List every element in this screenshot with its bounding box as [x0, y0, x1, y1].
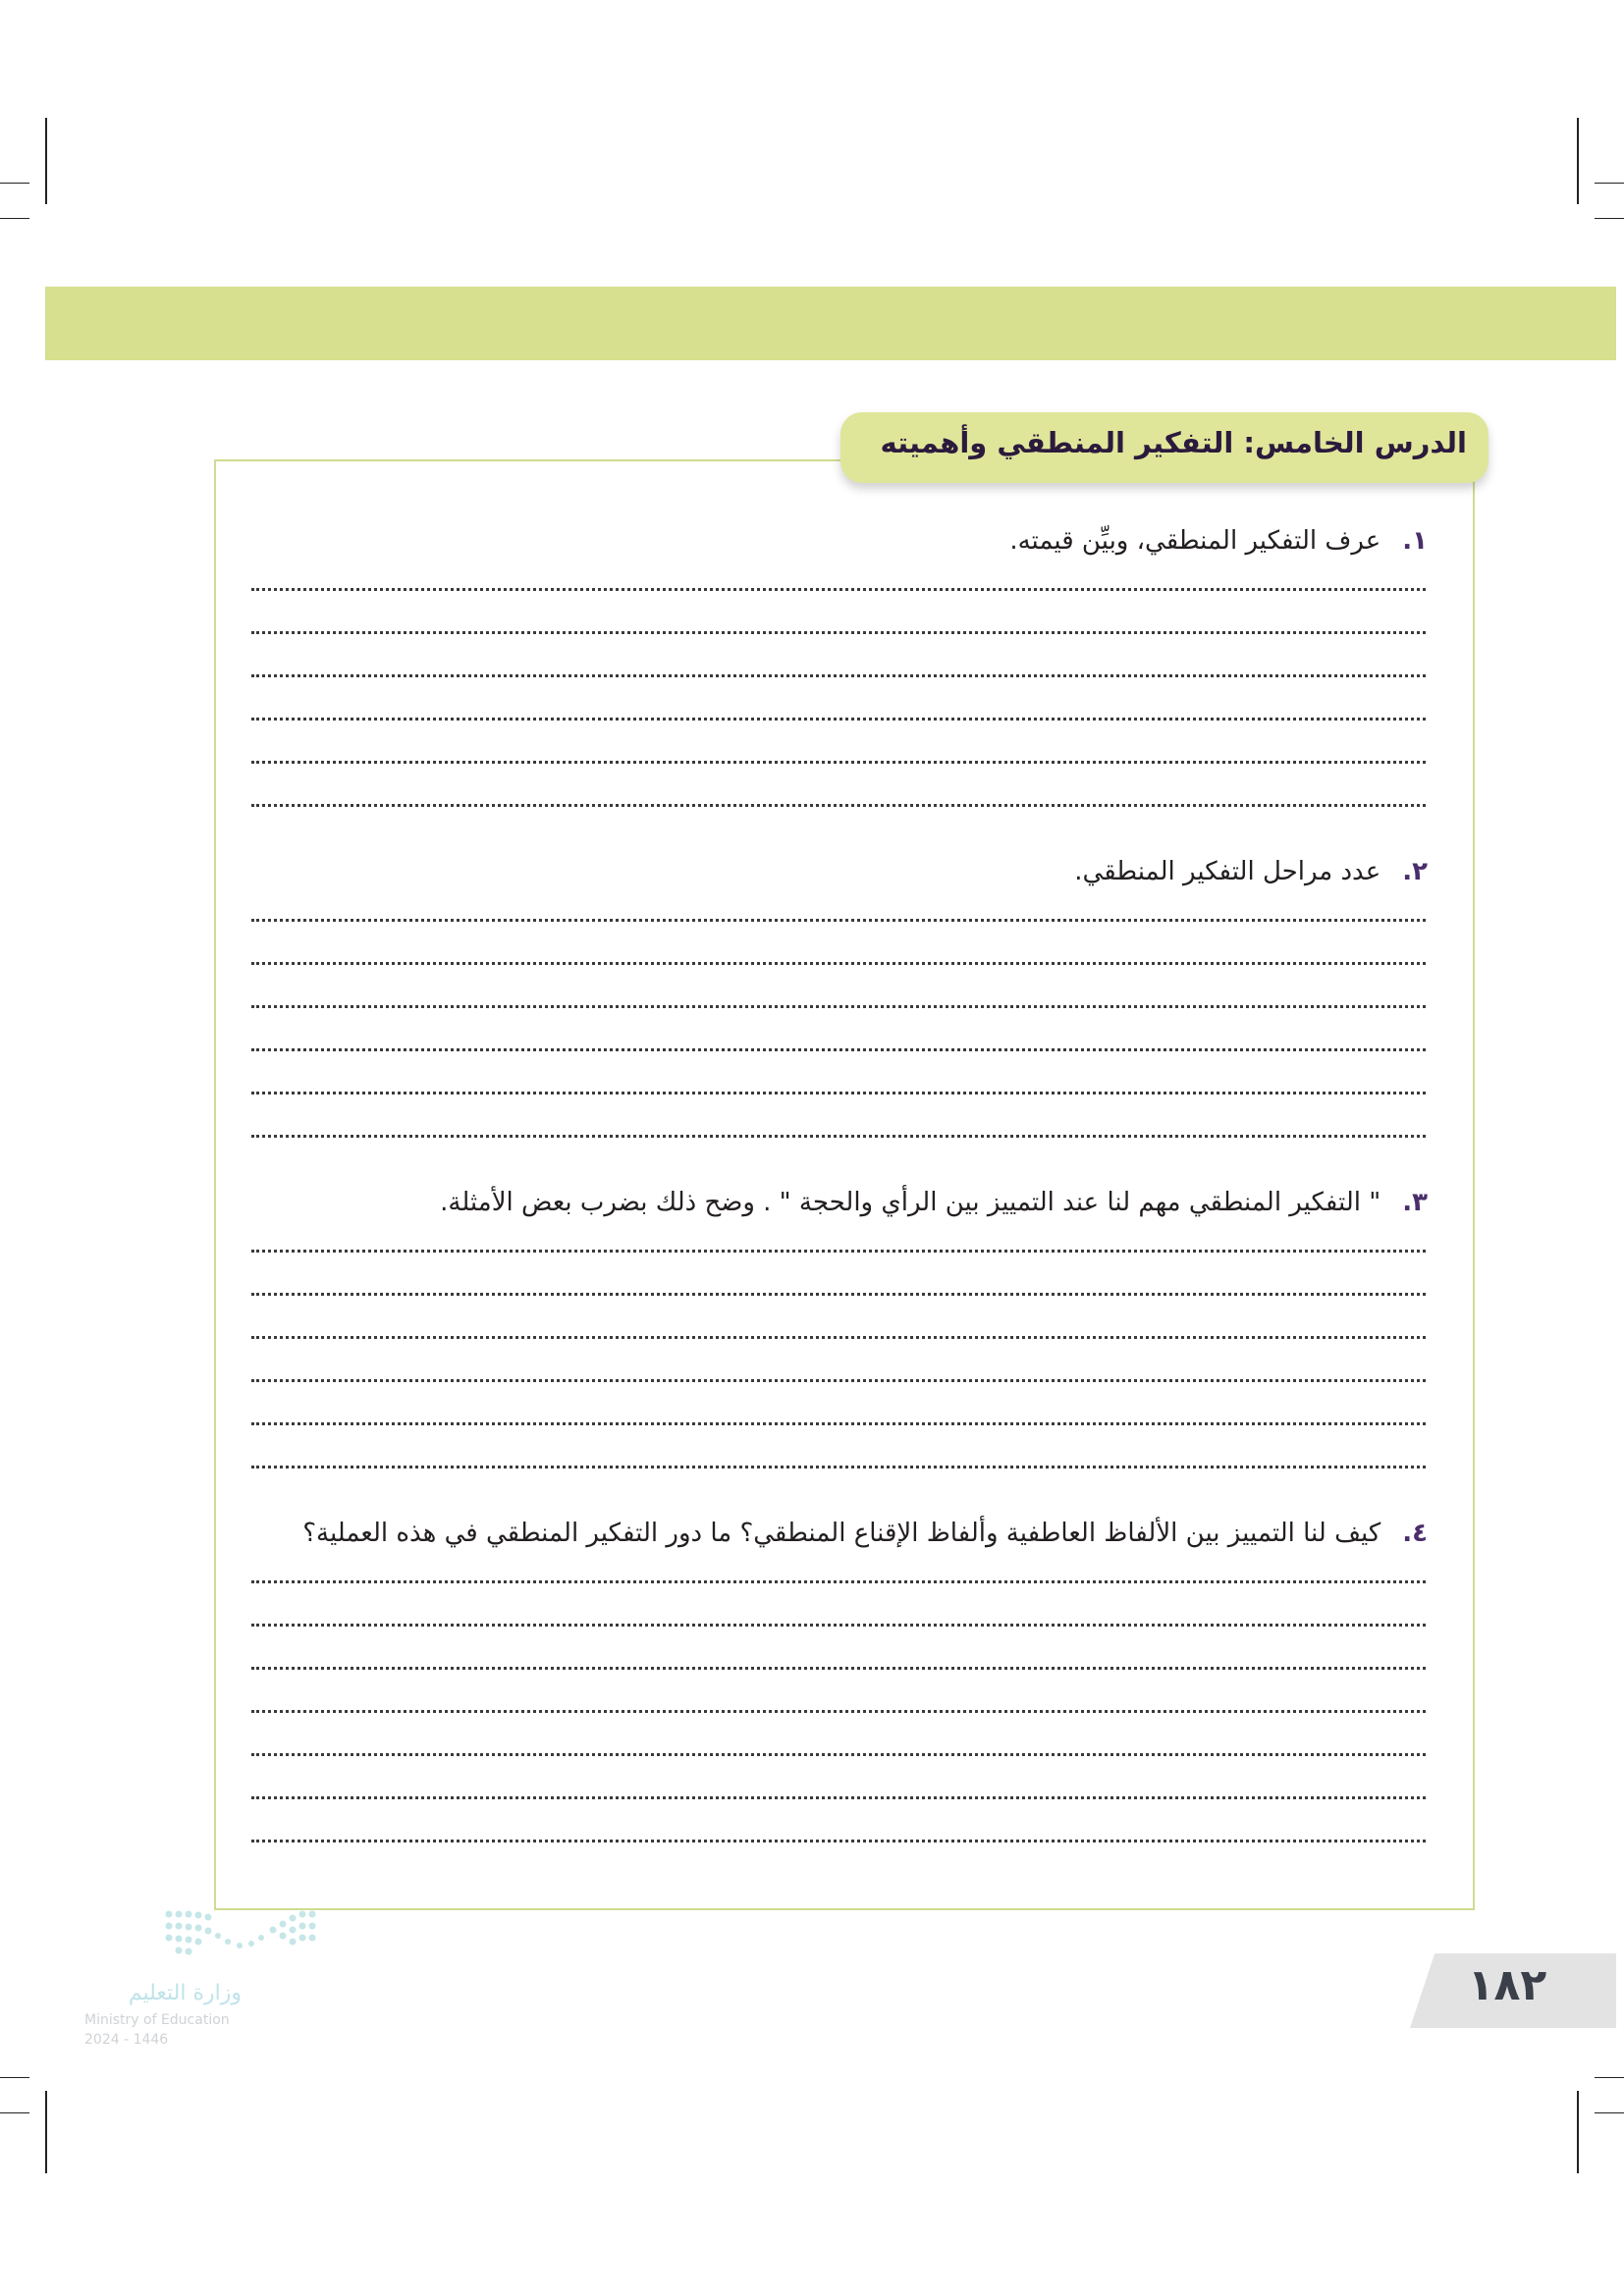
answer-line[interactable]	[251, 804, 1426, 807]
question-text: كيف لنا التمييز بين الألفاظ العاطفية وألفاظ الإقناع المنطقي؟ ما دور التفكير المنطقي في هذه العملية؟	[302, 1519, 1381, 1548]
answer-line[interactable]	[251, 1624, 1426, 1627]
answer-line[interactable]	[251, 1293, 1426, 1296]
logo-dots-icon	[82, 1906, 338, 1975]
answer-line[interactable]	[251, 718, 1426, 721]
crop-mark	[0, 2077, 29, 2078]
question-3	[440, 1188, 1428, 1217]
crop-mark	[1595, 183, 1624, 184]
question-1	[1009, 526, 1428, 556]
question-number: ٤.	[1402, 1519, 1428, 1548]
answer-line[interactable]	[251, 1796, 1426, 1799]
crop-mark	[1595, 2077, 1624, 2078]
answer-line[interactable]	[251, 1580, 1426, 1583]
question-text: " التفكير المنطقي مهم لنا عند التمييز بين الرأي والحجة " . وضح ذلك بضرب بعض الأمثلة.	[440, 1188, 1381, 1217]
answer-line[interactable]	[251, 588, 1426, 591]
answer-line[interactable]	[251, 919, 1426, 922]
answer-line[interactable]	[251, 631, 1426, 634]
crop-mark	[0, 183, 29, 184]
answer-line[interactable]	[251, 1466, 1426, 1468]
lesson-title-tab	[840, 412, 1489, 483]
answer-line[interactable]	[251, 1092, 1426, 1095]
answer-line[interactable]	[251, 674, 1426, 677]
question-text: عدد مراحل التفكير المنطقي.	[1074, 857, 1381, 886]
answer-line[interactable]	[251, 1753, 1426, 1756]
crop-mark	[45, 2091, 47, 2173]
crop-mark	[0, 2112, 29, 2113]
answer-line[interactable]	[251, 1048, 1426, 1051]
logo-english-text: Ministry of Education	[84, 2012, 230, 2028]
header-band	[45, 287, 1616, 360]
answer-line[interactable]	[251, 1840, 1426, 1842]
answer-line[interactable]	[251, 1710, 1426, 1713]
question-number: ٢.	[1402, 857, 1428, 886]
answer-line[interactable]	[251, 761, 1426, 764]
answer-line[interactable]	[251, 1422, 1426, 1425]
answer-line[interactable]	[251, 1667, 1426, 1670]
crop-mark	[45, 118, 47, 204]
answer-line[interactable]	[251, 1379, 1426, 1382]
question-text: عرف التفكير المنطقي، وبيِّن قيمته.	[1009, 526, 1381, 556]
crop-mark	[1595, 2112, 1624, 2113]
question-2	[1074, 857, 1428, 886]
answer-line[interactable]	[251, 1250, 1426, 1253]
lesson-title: الدرس الخامس: التفكير المنطقي وأهميته	[880, 426, 1467, 459]
crop-mark	[0, 218, 29, 219]
page-number: ١٨٢	[1467, 1960, 1547, 2010]
question-4	[302, 1519, 1428, 1548]
answer-line[interactable]	[251, 1135, 1426, 1138]
question-number: ١.	[1402, 526, 1428, 556]
logo-year-text: 2024 - 1446	[84, 2032, 169, 2048]
answer-line[interactable]	[251, 1336, 1426, 1339]
answer-line[interactable]	[251, 1005, 1426, 1008]
ministry-logo	[82, 1906, 338, 2063]
answer-line[interactable]	[251, 962, 1426, 965]
crop-mark	[1595, 218, 1624, 219]
crop-mark	[1577, 118, 1579, 204]
question-number: ٣.	[1402, 1188, 1428, 1217]
crop-mark	[1577, 2091, 1579, 2173]
logo-arabic-text: وزارة التعليم	[128, 1981, 242, 2005]
